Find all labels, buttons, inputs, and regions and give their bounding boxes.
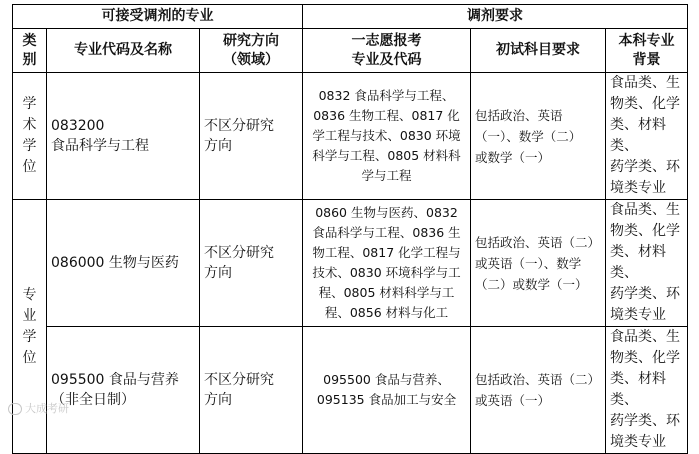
table-row: [13, 200, 688, 327]
exam-subjects-cell: 包括政治、英语 （一）、数学（二） 或数学（一）: [471, 73, 606, 200]
first-choice-cell: 095500 食品与营养、 095135 食品加工与安全: [303, 327, 471, 454]
first-choice-cell: 0832 食品科学与工程、 0836 生物工程、0817 化 学工程与技术、0830 环境 科学与工程、0805 材料科 学与工程: [303, 73, 471, 200]
first-choice-column-header: 一志愿报考 专业及代码: [303, 29, 471, 73]
group-header-row: [13, 5, 688, 29]
direction-cell: 不区分研究 方向: [200, 200, 303, 327]
direction-cell: 不区分研究 方向: [200, 327, 303, 454]
direction-column-header: 研究方向 （领域）: [200, 29, 303, 73]
watermark-logo-icon: [8, 403, 22, 415]
background-cell: 食品类、生 物类、化学 类、材料类、 药学类、环 境类专业: [606, 327, 688, 454]
background-column-header: 本科专业 背景: [606, 29, 688, 73]
adjustment-table: [12, 4, 688, 454]
code-name-cell: 083200 食品科学与工程: [47, 73, 200, 200]
background-cell: 食品类、生 物类、化学 类、材料类、 药学类、环 境类专业: [606, 73, 688, 200]
code-name-cell: 086000 生物与医药: [47, 200, 200, 327]
requirements-header: 调剂要求: [303, 5, 688, 29]
category-column-header: 类 别: [13, 29, 47, 73]
table-row: [13, 73, 688, 200]
background-cell: 食品类、生 物类、化学 类、材料类、 药学类、环 境类专业: [606, 200, 688, 327]
column-header-row: [13, 29, 688, 73]
accepting-majors-header: 可接受调剂的专业: [13, 5, 303, 29]
table-row: [13, 327, 688, 454]
direction-cell: 不区分研究 方向: [200, 73, 303, 200]
first-choice-cell: 0860 生物与医药、0832 食品科学与工程、0836 生 物工程、0817 化学工程与 技术、0830 环境科学与工 程、0805 材料科学与工 程、0856 材料与化工: [303, 200, 471, 327]
exam-subjects-column-header: 初试科目要求: [471, 29, 606, 73]
category-cell-professional: 专 业 学 位: [13, 200, 47, 454]
code-name-cell: 095500 食品与营养 （非全日制）: [47, 327, 200, 454]
exam-subjects-cell: 包括政治、英语（二） 或英语（一）: [471, 327, 606, 454]
watermark: 大成考研: [8, 400, 69, 416]
code-name-column-header: 专业代码及名称: [47, 29, 200, 73]
exam-subjects-cell: 包括政治、英语（二） 或英语（一）、数学 （二）或数学（一）: [471, 200, 606, 327]
category-cell-academic: 学 术 学 位: [13, 73, 47, 200]
